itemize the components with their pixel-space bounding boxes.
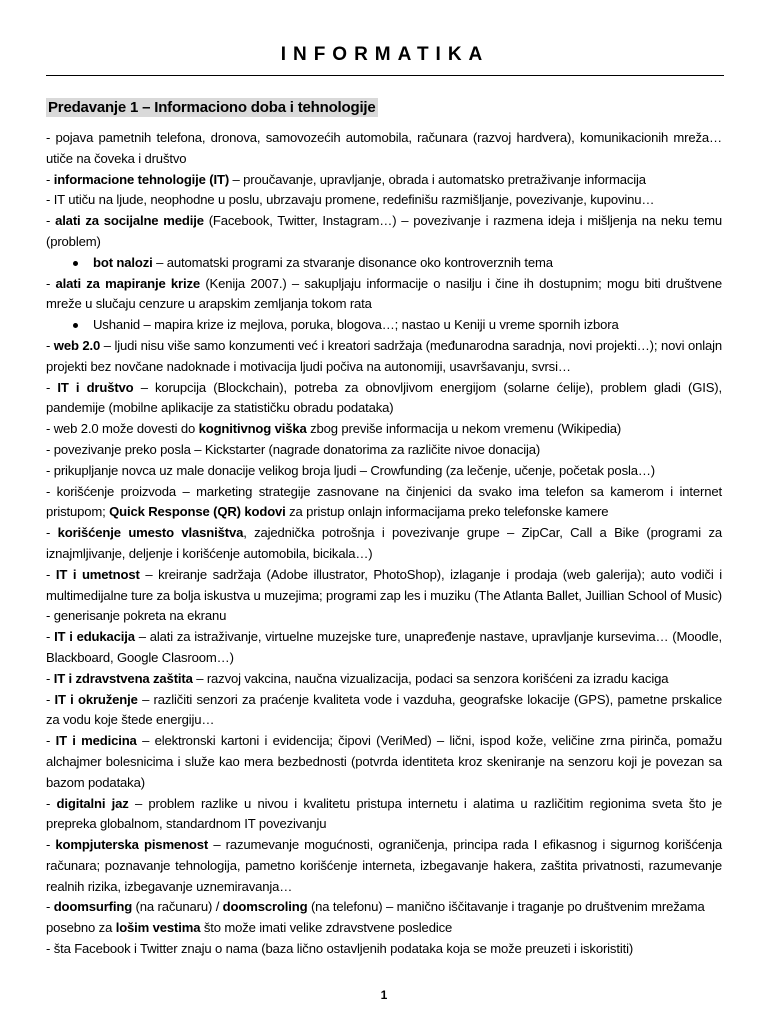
text-run: – korupcija (Blockchain), potreba za obnovljivom energijom (solarne ćelije), problem gladi (GIS), pandemije (mobilne aplikacije za statističku obradu podataka) <box>46 379 722 416</box>
text-run: Ushanid – mapira krize iz mejlova, poruka, blogova…; nastao u Keniji u vreme spornih izbora <box>93 317 619 333</box>
note-paragraph <box>46 523 722 565</box>
text-run: - <box>46 566 56 582</box>
bold-term: IT i medicina <box>55 733 137 749</box>
bold-term: IT i društvo <box>57 379 134 395</box>
bold-term: IT i edukacija <box>54 629 135 645</box>
bold-term: digitalni jaz <box>56 795 129 811</box>
note-paragraph <box>46 835 722 897</box>
text-run: - korišćenje proizvoda – marketing strategije zasnovane na činjenici da svako ima telefon sa kamerom i internet pristupom; <box>46 483 722 520</box>
text-run: - prikupljanje novca uz male donacije velikog broja ljudi – Crowfunding (za lečenje, učenje, početak posla…) <box>46 462 656 478</box>
text-run: - <box>46 733 56 749</box>
bold-term: informacione tehnologije (IT) <box>53 171 230 187</box>
bold-term: IT i umetnost <box>55 566 140 582</box>
text-run: - <box>46 837 56 853</box>
bold-term: doomscroling <box>222 899 308 915</box>
bold-term: alati za socijalne medije <box>55 213 204 229</box>
text-run: – razumevanje mogućnosti, ograničenja, principa rada I efikasnog i sigurnog korišćenja računara; poznavanje tehnologija, pametno korišćenje interneta, izbegavanje hakera, zaštita privatnosti, razumevanje realnih rizika, izbegavanje uznemiravanja… <box>46 837 722 894</box>
text-run: - <box>46 670 54 686</box>
bold-term: IT i zdravstvena zaštita <box>53 670 193 686</box>
text-run: - web 2.0 može dovesti do <box>46 421 199 437</box>
text-run: (na telefonu) – manično iščitavanje i traganje po društvenim mrežama posebno za <box>46 899 705 936</box>
text-run: – proučavanje, upravljanje, obrada i automatsko pretraživanje informacija <box>229 171 646 187</box>
lecture-notes <box>46 128 722 960</box>
text-run: - <box>46 795 57 811</box>
text-run: - <box>46 171 54 187</box>
bullet-item <box>46 253 722 274</box>
note-paragraph <box>46 378 722 420</box>
note-paragraph <box>46 939 722 960</box>
note-paragraph <box>46 690 722 732</box>
page-number: 1 <box>380 988 388 1002</box>
section-heading: Predavanje 1 – Informaciono doba i tehnologije <box>48 99 376 116</box>
note-paragraph <box>46 794 722 836</box>
text-run: (na računaru) / <box>132 899 223 915</box>
bold-term: lošim vestima <box>115 920 201 936</box>
bold-term: doomsurfing <box>53 899 133 915</box>
text-run: - IT utiču na ljude, neophodne u poslu, ubrzavaju promene, redefinišu razmišljanje, povezivanje, kupovinu… <box>46 192 655 208</box>
text-run: , zajednička potrošnja i povezivanje grupe – ZipCar, Call a Bike (programi za iznajmljivanje, deljenje i korišćenje automobila, bicikala…) <box>46 525 722 561</box>
bold-term: kompjuterska pismenost <box>55 837 209 853</box>
note-paragraph <box>46 461 722 482</box>
note-paragraph <box>46 336 722 378</box>
title-divider <box>46 75 724 76</box>
note-paragraph <box>46 211 722 253</box>
note-paragraph <box>46 731 722 793</box>
text-run: – automatski programi za stvaranje disonance oko kontroverznih tema <box>152 254 553 270</box>
bold-term: alati za mapiranje krize <box>55 275 201 291</box>
note-paragraph <box>46 565 722 627</box>
text-run: - povezivanje preko posla – Kickstarter (nagrade donatorima za različite nivoe donacija) <box>46 441 541 457</box>
note-paragraph <box>46 419 722 440</box>
text-run: zbog previše informacija u nekom vremenu (Wikipedia) <box>306 421 622 437</box>
text-run: što može imati velike zdravstvene posledice <box>200 920 453 936</box>
bold-term: web 2.0 <box>53 337 101 353</box>
note-paragraph <box>46 128 722 170</box>
text-run: - šta Facebook i Twitter znaju o nama (baza lično ostavljenih podataka koja se može preuzeti i iskoristiti) <box>46 941 634 957</box>
text-run: - <box>46 275 56 291</box>
note-paragraph <box>46 274 722 316</box>
text-run: – alati za istraživanje, virtuelne muzejske ture, unapređenje nastave, upravljanje kursevima… (Moodle, Blackboard, Google Clasroom…) <box>46 629 723 665</box>
text-run: - <box>46 379 58 395</box>
text-run: - pojava pametnih telefona, dronova, samovozećih automobila, računara (razvoj hardvera), komunikacionih mreža… utiče na čoveka i društvo <box>46 130 722 166</box>
note-paragraph <box>46 669 722 690</box>
text-run: - <box>46 691 55 707</box>
bold-term: korišćenje umesto vlasništva <box>57 525 244 541</box>
text-run: – ljudi nisu više samo konzumenti već i kreatori sadržaja (međunarodna saradnja, novi projekti…); novi onlajn projekti bez novčane nadoknade i motivacija ljudi počiva na autonomiji, usavršavanju, svrsi… <box>46 337 722 374</box>
bold-term: Quick Response (QR) kodovi <box>109 504 286 520</box>
text-run: - <box>46 629 55 645</box>
bold-term: kognitivnog viška <box>198 421 307 437</box>
note-paragraph <box>46 190 722 211</box>
note-paragraph <box>46 897 722 939</box>
text-run: (Facebook, Twitter, Instagram…) – povezivanje i razmena ideja i mišljenja na neku temu (problem) <box>46 213 723 249</box>
text-run: – kreiranje sadržaja (Adobe illustrator, PhotoShop), izlaganje i prodaja (web galerija); auto vodiči i multimedijalne ture za bolja iskustva u muzejima; programi zap les i muziku (The Atlanta Ballet, Juillian School of Music) - generisanje pokreta na ekranu <box>46 566 723 624</box>
text-run: – problem razlike u nivou i kvalitetu pristupa internetu i alatima u različitim regionima sveta što je prepreka globalnom, standardnom IT povezivanju <box>46 795 723 832</box>
text-run: – razvoj vakcina, naučna vizualizacija, podaci sa senzora korišćeni za izradu kaciga <box>192 670 669 686</box>
text-run: za pristup onlajn informacijama preko telefonske kamere <box>285 504 609 520</box>
bold-term: IT i okruženje <box>54 691 138 707</box>
note-paragraph <box>46 170 722 191</box>
text-run: - <box>46 525 58 541</box>
bullet-item <box>46 315 722 336</box>
text-run: – elektronski kartoni i evidencija; čipovi (VeriMed) – lični, ispod kože, veličine zrna pirinča, pomažu alchajmer bolesnicima i služe kao mera bezbednosti (potvrda identiteta kroz skeniranje na senzoru koji je povezan sa bazom podataka) <box>46 733 722 790</box>
note-paragraph <box>46 440 722 461</box>
text-run: (Kenija 2007.) – sakupljaju informacije o nasilju i čine ih dostupnim; mogu biti društvene mreže u slučaju cenzure u arapskim zemljanja tokom rata <box>46 275 722 312</box>
bold-term: bot nalozi <box>93 254 153 270</box>
text-run: – različiti senzori za praćenje kvaliteta vode i vazduha, geografske lokacije (GPS), pametne prskalice za vodu koje štede energiju… <box>46 691 722 728</box>
text-run: - <box>46 213 56 229</box>
text-run: - <box>46 337 54 353</box>
note-paragraph <box>46 482 722 524</box>
note-paragraph <box>46 627 722 669</box>
text-run: - <box>46 899 54 915</box>
document-title: INFORMATIKA <box>280 44 490 65</box>
